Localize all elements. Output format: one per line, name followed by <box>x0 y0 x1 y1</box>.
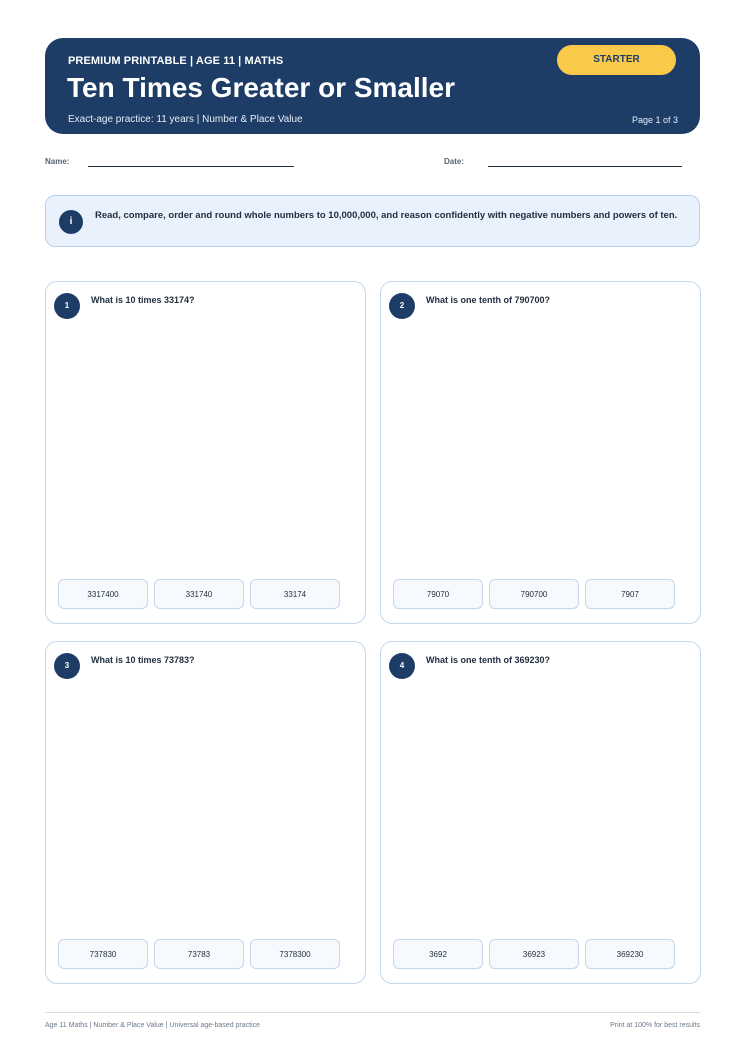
question-number: 1 <box>54 293 80 319</box>
date-label: Date: <box>444 157 465 166</box>
answer-options <box>58 579 340 609</box>
date-field[interactable] <box>488 166 682 167</box>
answer-option[interactable]: 369230 <box>585 939 675 969</box>
level-badge: STARTER <box>557 45 676 75</box>
footer-left-text: Age 11 Maths | Number & Place Value | Universal age-based practice <box>45 1022 261 1029</box>
answer-option[interactable]: 73783 <box>154 939 244 969</box>
question-text: What is one tenth of 790700? <box>426 295 551 305</box>
name-field[interactable] <box>88 166 294 167</box>
info-icon: i <box>59 210 83 234</box>
answer-options <box>58 939 340 969</box>
answer-option[interactable]: 79070 <box>393 579 483 609</box>
question-text: What is 10 times 33174? <box>91 295 195 305</box>
question-number: 2 <box>389 293 415 319</box>
answer-option[interactable]: 33174 <box>250 579 340 609</box>
answer-option[interactable]: 3317400 <box>58 579 148 609</box>
answer-option[interactable]: 3692 <box>393 939 483 969</box>
question-card <box>380 281 701 624</box>
footer-right-text: Print at 100% for best results <box>610 1022 700 1029</box>
answer-option[interactable]: 7907 <box>585 579 675 609</box>
header-subtitle: Exact-age practice: 11 years | Number & Place Value <box>68 114 303 125</box>
page-title: Ten Times Greater or Smaller <box>67 72 456 103</box>
answer-options <box>393 939 675 969</box>
answer-options <box>393 579 675 609</box>
answer-option[interactable]: 737830 <box>58 939 148 969</box>
question-number: 4 <box>389 653 415 679</box>
name-label: Name: <box>45 157 70 166</box>
answer-option[interactable]: 790700 <box>489 579 579 609</box>
answer-option[interactable]: 7378300 <box>250 939 340 969</box>
question-text: What is one tenth of 369230? <box>426 655 551 665</box>
footer-divider <box>45 1012 700 1013</box>
page-indicator: Page 1 of 3 <box>631 115 678 125</box>
question-card <box>380 641 701 984</box>
answer-option[interactable]: 36923 <box>489 939 579 969</box>
question-card <box>45 281 366 624</box>
info-box <box>45 195 700 247</box>
question-number: 3 <box>54 653 80 679</box>
answer-option[interactable]: 331740 <box>154 579 244 609</box>
info-text: Read, compare, order and round whole numbers to 10,000,000, and reason confidently with negative numbers and powers of ten. <box>95 210 678 221</box>
worksheet-header <box>45 38 700 134</box>
header-kicker: PREMIUM PRINTABLE | AGE 11 | MATHS <box>68 55 284 67</box>
question-text: What is 10 times 73783? <box>91 655 195 665</box>
question-card <box>45 641 366 984</box>
